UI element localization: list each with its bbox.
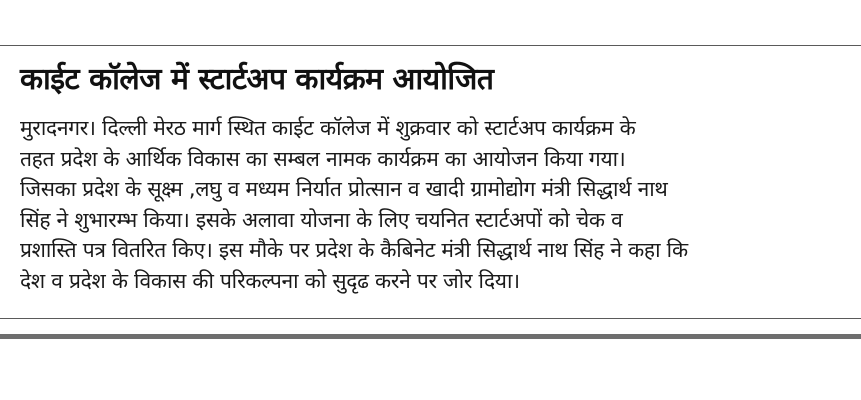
- article-line: मुरादनगर। दिल्ली मेरठ मार्ग स्थित काईट कॉलेज में शुक्रवार को स्टार्टअप कार्यक्रम के: [20, 116, 636, 140]
- article-headline: काईट कॉलेज में स्टार्टअप कार्यक्रम आयोजित: [20, 62, 494, 97]
- article-line: देश व प्रदेश के विकास की परिकल्पना को सुदृढ करने पर जोर दिया।: [20, 268, 520, 293]
- footer-bar: [0, 334, 861, 339]
- article-body: [20, 113, 850, 296]
- article-line: सिंह ने शुभारम्भ किया। इसके अलावा योजना के लिए चयनित स्टार्टअपों को चेक व: [20, 207, 623, 232]
- article-line: जिसका प्रदेश के सूक्ष्म ,लघु व मध्यम निर्यात प्रोत्सान व खादी ग्रामोद्योग मंत्री सिद्धार्थ नाथ: [20, 177, 668, 201]
- bottom-divider: [0, 318, 861, 319]
- top-divider: [0, 45, 861, 46]
- article-line: तहत प्रदेश के आर्थिक विकास का सम्बल नामक कार्यक्रम का आयोजन किया गया।: [20, 146, 626, 171]
- article-line: प्रशास्ति पत्र वितरित किए। इस मौके पर प्रदेश के कैबिनेट मंत्री सिद्धार्थ नाथ सिंह ने कहा कि: [20, 238, 688, 262]
